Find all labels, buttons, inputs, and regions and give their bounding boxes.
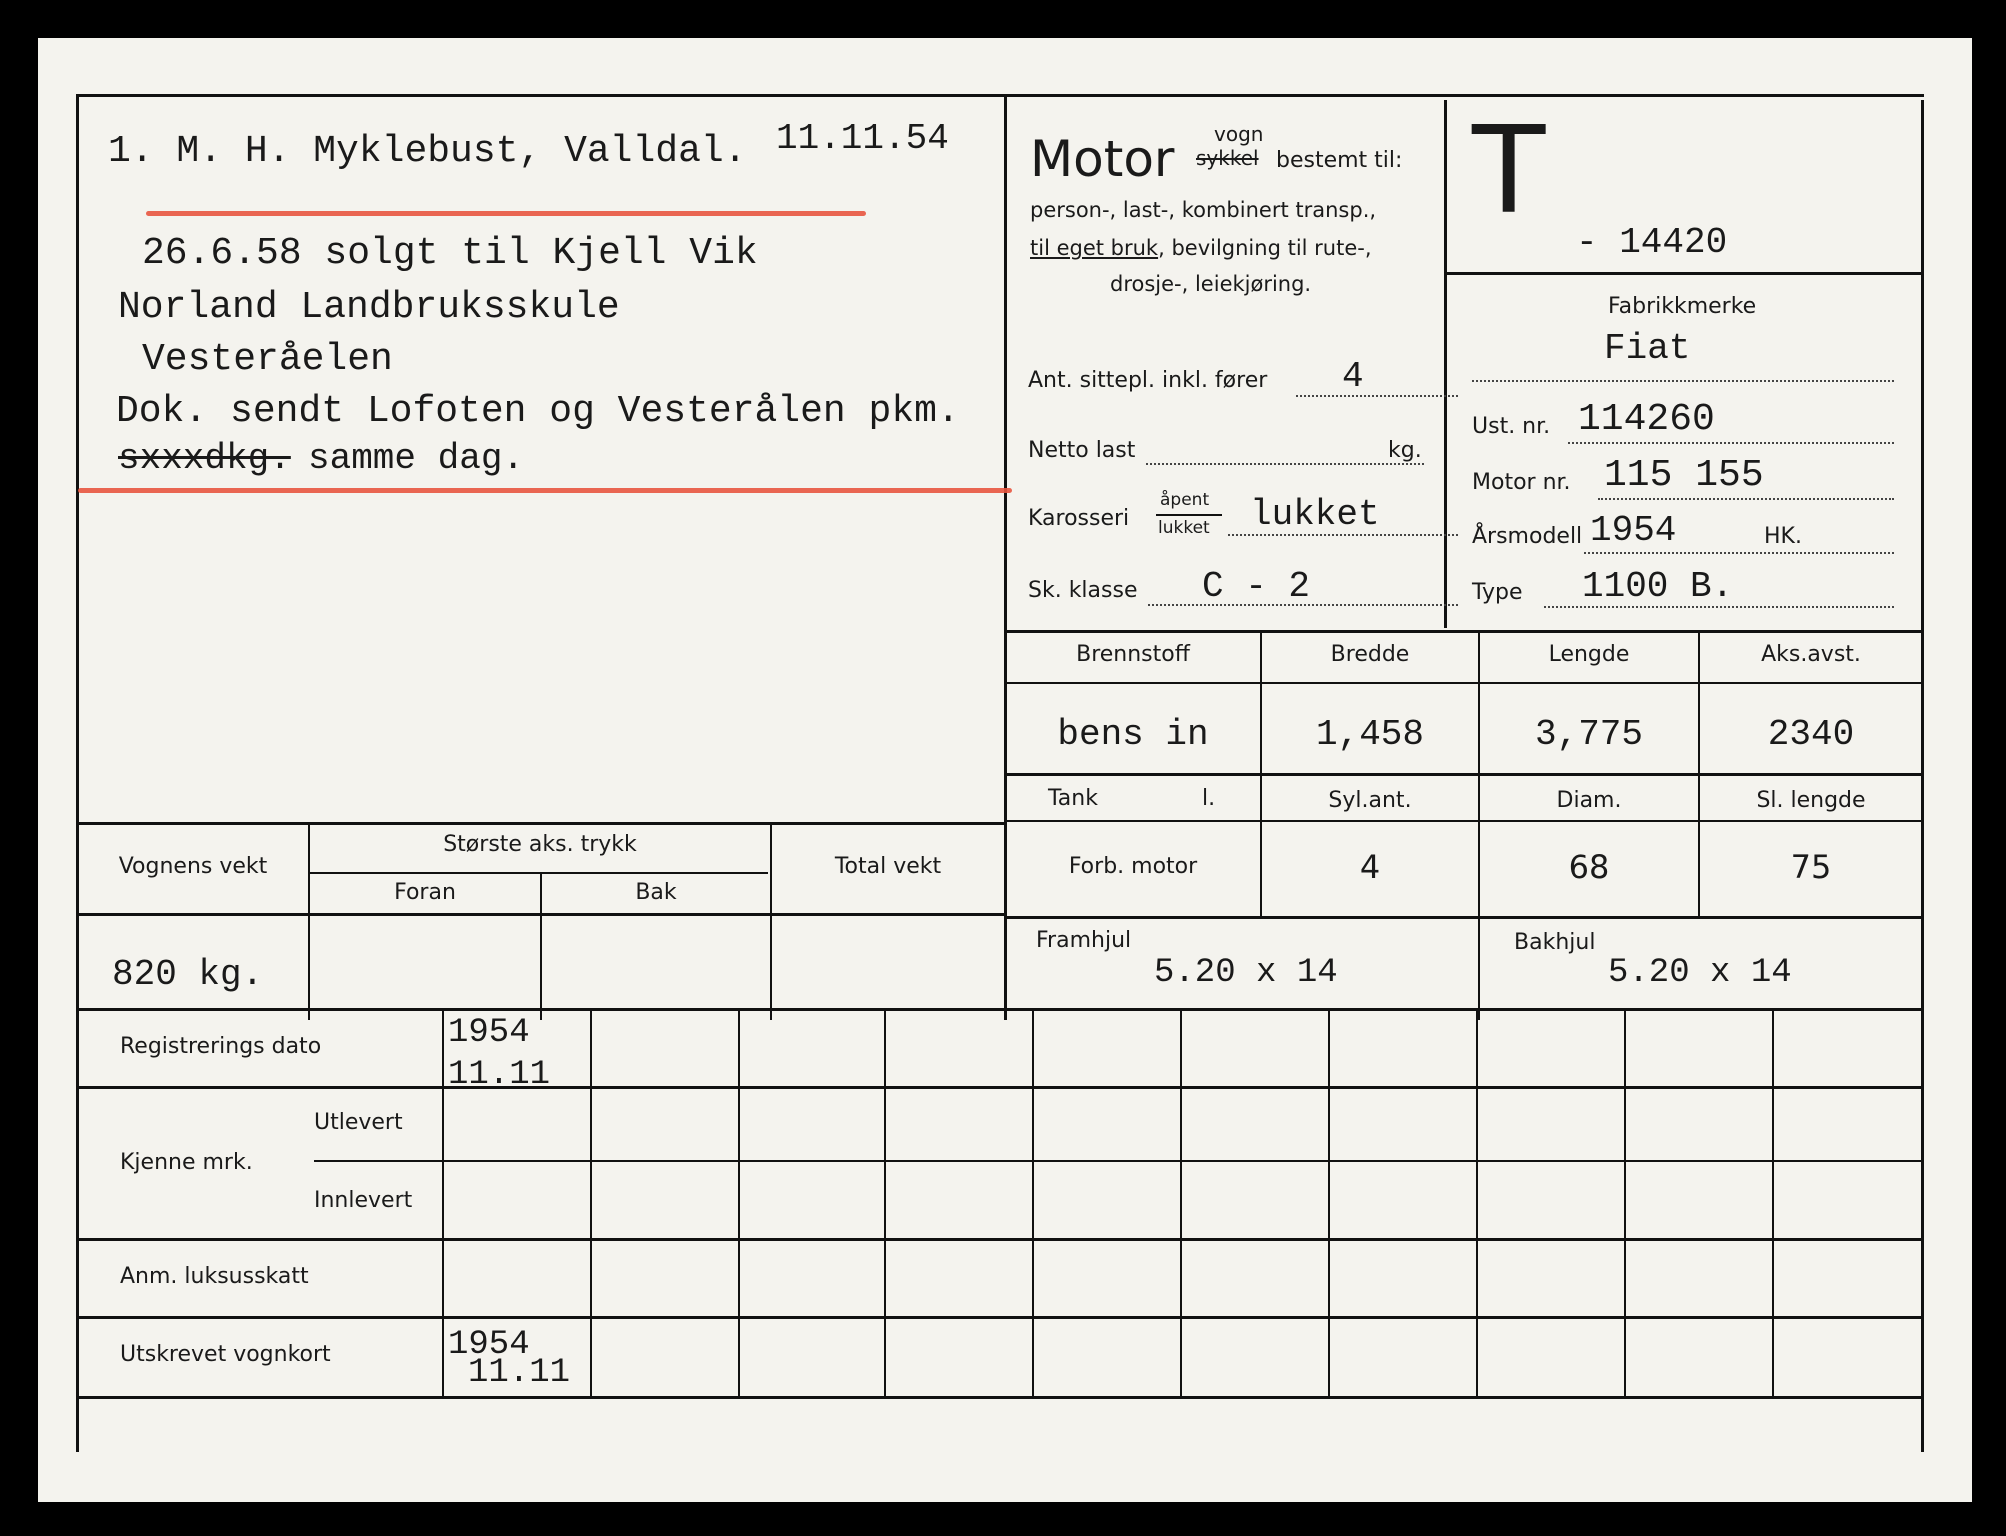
registry-vline-3 bbox=[884, 1010, 886, 1398]
innlevert-label: Innlevert bbox=[314, 1188, 413, 1213]
motornr-value: 115 155 bbox=[1604, 454, 1764, 497]
karosseri-value: lukket bbox=[1250, 494, 1380, 535]
utskrevet-label: Utskrevet vognkort bbox=[120, 1342, 331, 1367]
arsmodell-value: 1954 bbox=[1590, 510, 1677, 551]
fabrikk-label: Fabrikkmerke bbox=[1608, 294, 1757, 319]
spec-header-sylant: Syl.ant. bbox=[1328, 788, 1412, 813]
registry-kjenne-split bbox=[314, 1160, 1924, 1162]
owner-line-3: Norland Landbruksskule bbox=[118, 286, 620, 329]
registry-vline-5 bbox=[1180, 1010, 1182, 1398]
red-strike-2 bbox=[78, 488, 1012, 493]
reg-divider bbox=[1446, 272, 1924, 275]
spec-hline-4 bbox=[1006, 916, 1924, 919]
karosseri-dots bbox=[1228, 534, 1458, 536]
motor-title: Motor bbox=[1030, 130, 1175, 188]
reg-number: - 14420 bbox=[1576, 222, 1728, 263]
motor-use-2-rest: , bevilgning til rute-, bbox=[1158, 236, 1372, 260]
spec-header-bredde: Bredde bbox=[1330, 642, 1410, 667]
registry-vline-8 bbox=[1624, 1010, 1626, 1398]
registry-line-1 bbox=[76, 1086, 1924, 1089]
motor-use-2-selected: til eget bruk bbox=[1030, 236, 1159, 260]
netto-unit: kg. bbox=[1388, 438, 1422, 463]
storste-label: Største aks. trykk bbox=[443, 832, 637, 857]
total-vekt-label: Total vekt bbox=[834, 854, 942, 879]
sk-value: C - 2 bbox=[1202, 566, 1311, 607]
owner-date-1: 11.11.54 bbox=[776, 118, 949, 159]
hk-label: HK. bbox=[1764, 524, 1802, 549]
reg-dato-year: 1954 bbox=[448, 1014, 530, 1052]
registry-line-2 bbox=[76, 1238, 1924, 1241]
bakhjul-label: Bakhjul bbox=[1514, 930, 1596, 955]
spec-header-lengde: Lengde bbox=[1548, 642, 1630, 667]
registry-top-line bbox=[76, 1008, 1924, 1011]
frame-right bbox=[1921, 100, 1924, 1452]
frame-bottom bbox=[76, 1396, 1924, 1399]
frame-top bbox=[76, 94, 1924, 97]
spec-header-aksavst: Aks.avst. bbox=[1761, 642, 1861, 667]
karosseri-lukket-label: lukket bbox=[1158, 518, 1210, 538]
motor-use-2 bbox=[1030, 236, 1372, 260]
red-strike-1 bbox=[146, 211, 866, 216]
ust-label: Ust. nr. bbox=[1472, 414, 1551, 439]
utlevert-label: Utlevert bbox=[314, 1110, 403, 1135]
type-label: Type bbox=[1472, 580, 1523, 605]
fabrikk-dots bbox=[1472, 380, 1894, 382]
reg-dato-label: Registrerings dato bbox=[120, 1034, 322, 1059]
bak-label: Bak bbox=[635, 880, 677, 905]
motor-use-1: person-, last-, kombinert transp., bbox=[1030, 198, 1377, 222]
seats-value: 4 bbox=[1342, 356, 1364, 397]
spec-header-diam: Diam. bbox=[1556, 788, 1622, 813]
spec-value-sllengde: 75 bbox=[1790, 848, 1832, 886]
utskrevet-year: 1954 bbox=[448, 1326, 530, 1364]
weight-top-line bbox=[76, 822, 1006, 825]
spec-hline-3 bbox=[1006, 820, 1924, 822]
spec-header-brennstoff: Brennstoff bbox=[1076, 642, 1190, 667]
karosseri-apent: åpent bbox=[1160, 490, 1210, 510]
framhjul-value: 5.20 x 14 bbox=[1154, 954, 1338, 992]
owner-line-6-struck: sxxxdkg. bbox=[118, 438, 291, 479]
owner-line-1: 1. M. H. Myklebust, Valldal. bbox=[108, 130, 747, 173]
owner-line-5: Dok. sendt Lofoten og Vesterålen pkm. bbox=[116, 390, 960, 433]
spec-header-sllengde: Sl. lengde bbox=[1756, 788, 1866, 813]
type-value: 1100 B. bbox=[1582, 566, 1734, 607]
registry-vline-4 bbox=[1032, 1010, 1034, 1398]
framhjul-label: Framhjul bbox=[1036, 928, 1132, 953]
motor-use-3: drosje-, leiekjøring. bbox=[1110, 272, 1312, 296]
motornr-label: Motor nr. bbox=[1472, 470, 1571, 495]
utskrevet-day: 11.11 bbox=[468, 1354, 571, 1392]
registry-vline-9 bbox=[1772, 1010, 1774, 1398]
seats-label: Ant. sittepl. inkl. fører bbox=[1028, 368, 1268, 393]
arsmodell-label: Årsmodell bbox=[1472, 524, 1583, 549]
owner-line-2: 26.6.58 solgt til Kjell Vik bbox=[142, 232, 758, 275]
forb-motor-label: Forb. motor bbox=[1068, 854, 1198, 879]
netto-dots bbox=[1146, 463, 1424, 465]
motor-divider bbox=[1444, 100, 1447, 628]
netto-label: Netto last bbox=[1028, 438, 1136, 463]
registry-vline-1 bbox=[590, 1010, 592, 1398]
reg-dato-day: 11.11 bbox=[448, 1056, 551, 1094]
spec-vline-2 bbox=[1478, 632, 1480, 1020]
registry-vline-7 bbox=[1476, 1010, 1478, 1398]
sk-label: Sk. klasse bbox=[1028, 578, 1138, 603]
vekt-value: 820 kg. bbox=[112, 954, 264, 995]
karosseri-label: Karosseri bbox=[1028, 506, 1130, 531]
spec-hline-1 bbox=[1006, 682, 1924, 684]
anm-label: Anm. luksusskatt bbox=[120, 1264, 309, 1289]
vehicle-registration-card bbox=[38, 38, 1972, 1502]
ust-value: 114260 bbox=[1578, 398, 1715, 441]
bakhjul-value: 5.20 x 14 bbox=[1608, 954, 1792, 992]
registry-vline-2 bbox=[738, 1010, 740, 1398]
type-dots bbox=[1544, 606, 1894, 608]
foran-label: Foran bbox=[394, 880, 456, 905]
spec-value-aksavst: 2340 bbox=[1767, 714, 1855, 755]
spec-top-line bbox=[1006, 630, 1924, 633]
registry-vline-6 bbox=[1328, 1010, 1330, 1398]
fabrikk-value: Fiat bbox=[1604, 328, 1691, 369]
reg-letter: T bbox=[1472, 102, 1546, 241]
spec-header-tank-unit: l. bbox=[1202, 786, 1216, 811]
seats-dots bbox=[1296, 395, 1458, 397]
sk-dots bbox=[1148, 604, 1458, 606]
motor-vogn: vogn bbox=[1214, 122, 1264, 146]
spec-header-tank: Tank bbox=[1048, 786, 1098, 811]
kjenne-label: Kjenne mrk. bbox=[120, 1150, 253, 1175]
spec-hline-2 bbox=[1006, 773, 1924, 776]
spec-value-brennstoff: bens in bbox=[1057, 714, 1209, 755]
karosseri-fraction-line bbox=[1156, 514, 1222, 516]
vognens-vekt-label: Vognens vekt bbox=[118, 854, 268, 879]
owner-line-6: samme dag. bbox=[308, 438, 525, 479]
ust-dots bbox=[1568, 442, 1894, 444]
motor-sykkel: sykkel bbox=[1196, 146, 1259, 170]
spec-value-bredde: 1,458 bbox=[1315, 714, 1425, 755]
owner-line-4: Vesteråelen bbox=[142, 338, 393, 381]
spec-value-lengde: 3,775 bbox=[1534, 714, 1644, 755]
notes-divider bbox=[1004, 94, 1007, 1020]
arsmodell-dots bbox=[1584, 552, 1894, 554]
registry-line-3 bbox=[76, 1316, 1924, 1319]
motor-bestemt: bestemt til: bbox=[1276, 148, 1403, 173]
weight-subhead-line bbox=[308, 872, 768, 874]
frame-left bbox=[76, 94, 79, 1452]
spec-value-sylant: 4 bbox=[1359, 848, 1381, 886]
spec-value-diam: 68 bbox=[1568, 848, 1610, 886]
registry-vline-0 bbox=[442, 1010, 444, 1398]
motornr-dots bbox=[1598, 498, 1894, 500]
